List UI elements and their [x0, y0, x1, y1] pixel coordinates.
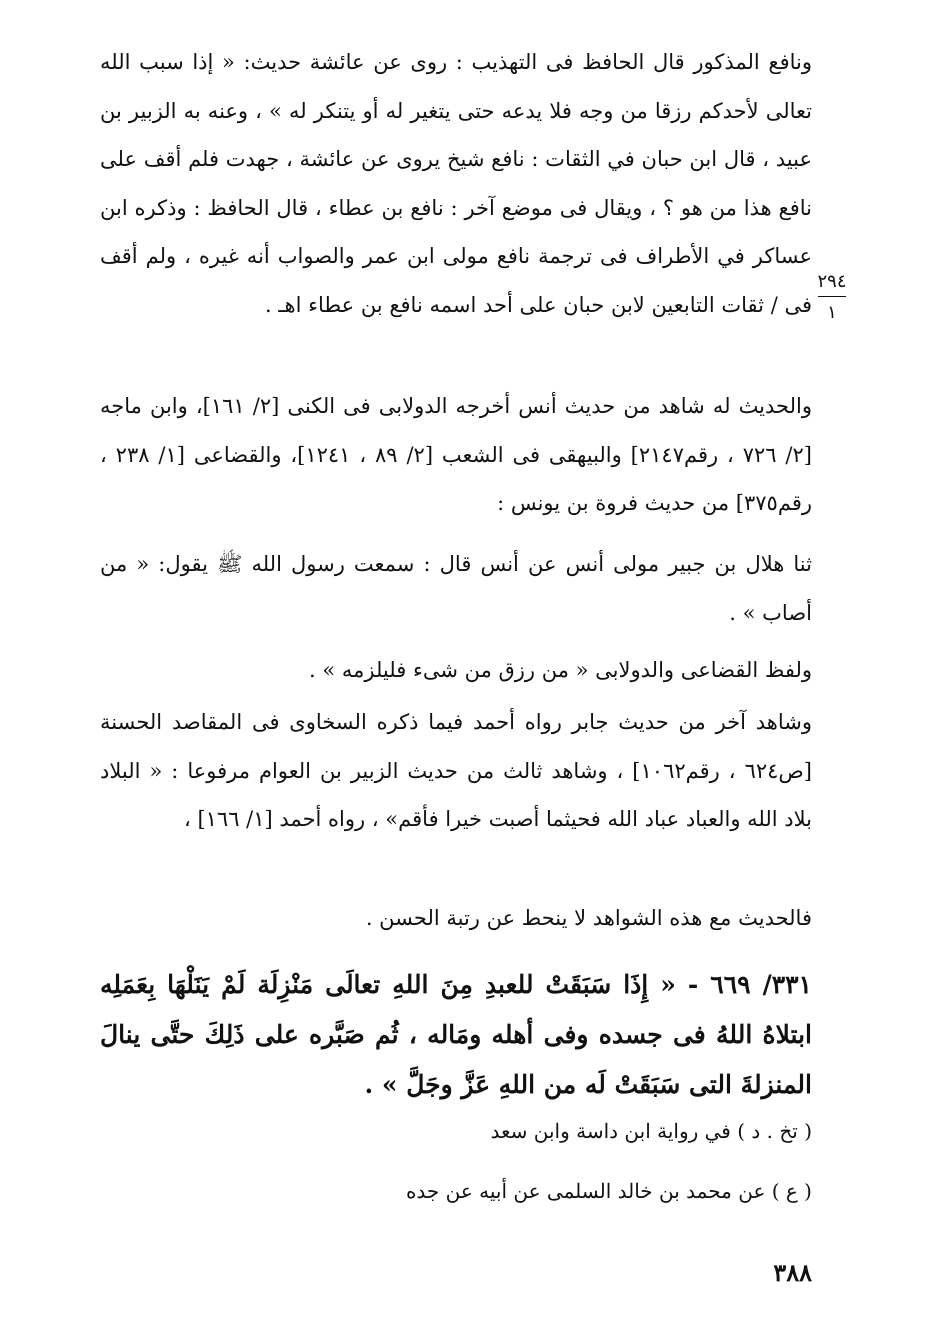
- paragraph-nafi-commentary: [100, 38, 812, 329]
- paragraph-text: فالحديث مع هذه الشواهد لا ينحط عن رتبة الحسن .: [365, 906, 812, 930]
- margin-divider: [818, 296, 846, 297]
- source-text: ( ع ) عن محمد بن خالد السلمى عن أبيه عن جده: [405, 1179, 812, 1203]
- paragraph-text: وشاهد آخر من حديث جابر رواه أحمد فيما ذكره السخاوى فى المقاصد الحسنة [ص٦٢٤ ، رقم١٠٦٢] ، وشاهد ثالث من حديث الزبير بن العوام مرفوعا : « البلاد بلاد الله والعباد عباد الله فحيثما أصبت خيرا فأقم» ، رواه أحمد [١/ ١٦٦] ،: [100, 710, 812, 831]
- paragraph-text: والحديث له شاهد من حديث أنس أخرجه الدولابى فى الكنى [٢/ ١٦١]، وابن ماجه [٢/ ٧٢٦ ، رقم٢١٤٧] والبيهقى فى الشعب [٢/ ٨٩ ، ١٢٤١]، والقضاعى [١/ ٢٣٨ ، رقم٣٧٥] من حديث فروة بن يونس :: [100, 394, 812, 515]
- source-reference-2: [200, 1176, 812, 1206]
- paragraph-text: ونافع المذكور قال الحافظ فى التهذيب : روى عن عائشة حديث: « إذا سبب الله تعالى لأحدكم رزقا من وجه فلا يدعه حتى يتغير له أو يتنكر له » ، وعنه به الزبير بن عبيد ، قال ابن حبان في الثقات : نافع شيخ يروى عن عائشة ، جهدت فلم أقف على نافع هذا من هو ؟ ، ويقال فى موضع آخر : نافع بن عطاء ، قال الحافظ : وذكره ابن عساكر في الأطراف فى ترجمة نافع مولى ابن عمر والصواب أنه غيره ، ولم أقف فى / ثقات التابعين لابن حبان على أحد اسمه نافع بن عطاء اهـ .: [100, 50, 812, 317]
- paragraph-text: ولفظ القضاعى والدولابى « من رزق من شىء فليلزمه » .: [309, 658, 812, 682]
- paragraph-jabir-witness: [100, 698, 812, 844]
- paragraph-qudai-wording: [100, 646, 812, 695]
- paragraph-conclusion: [100, 894, 812, 943]
- hadith-text: ٣٣١/ ٦٦٩ - « إِذَا سَبَقَتْ للعبدِ مِنَ اللهِ تعالَى مَنْزِلَة لَمْ يَنَلْهَا بِعَمَلِه ابتلاهُ اللهُ فى جسده وفى أهله ومَاله ، ثُم صَبَّره على ذَلِكَ حتَّى ينالَ المنزلةَ التى سَبَقَتْ لَه من اللهِ عَزَّ وجَلَّ » .: [100, 970, 812, 1099]
- source-text: ( تخ . د ) في رواية ابن داسة وابن سعد: [490, 1119, 812, 1143]
- margin-folio-side: ١: [827, 302, 837, 323]
- margin-folio-number: ٢٩٤: [817, 271, 847, 292]
- paragraph-anas-witness: [100, 382, 812, 528]
- paragraph-text: ثنا هلال بن جبير مولى أنس عن أنس قال : سمعت رسول الله ﷺ يقول: « من أصاب » .: [100, 552, 812, 625]
- margin-folio-reference: [814, 270, 850, 325]
- paragraph-hilal-narration: [100, 540, 812, 637]
- source-reference-1: [200, 1116, 812, 1146]
- hadith-entry-669: [100, 960, 812, 1110]
- page-number: ٣٨٨: [773, 1258, 812, 1287]
